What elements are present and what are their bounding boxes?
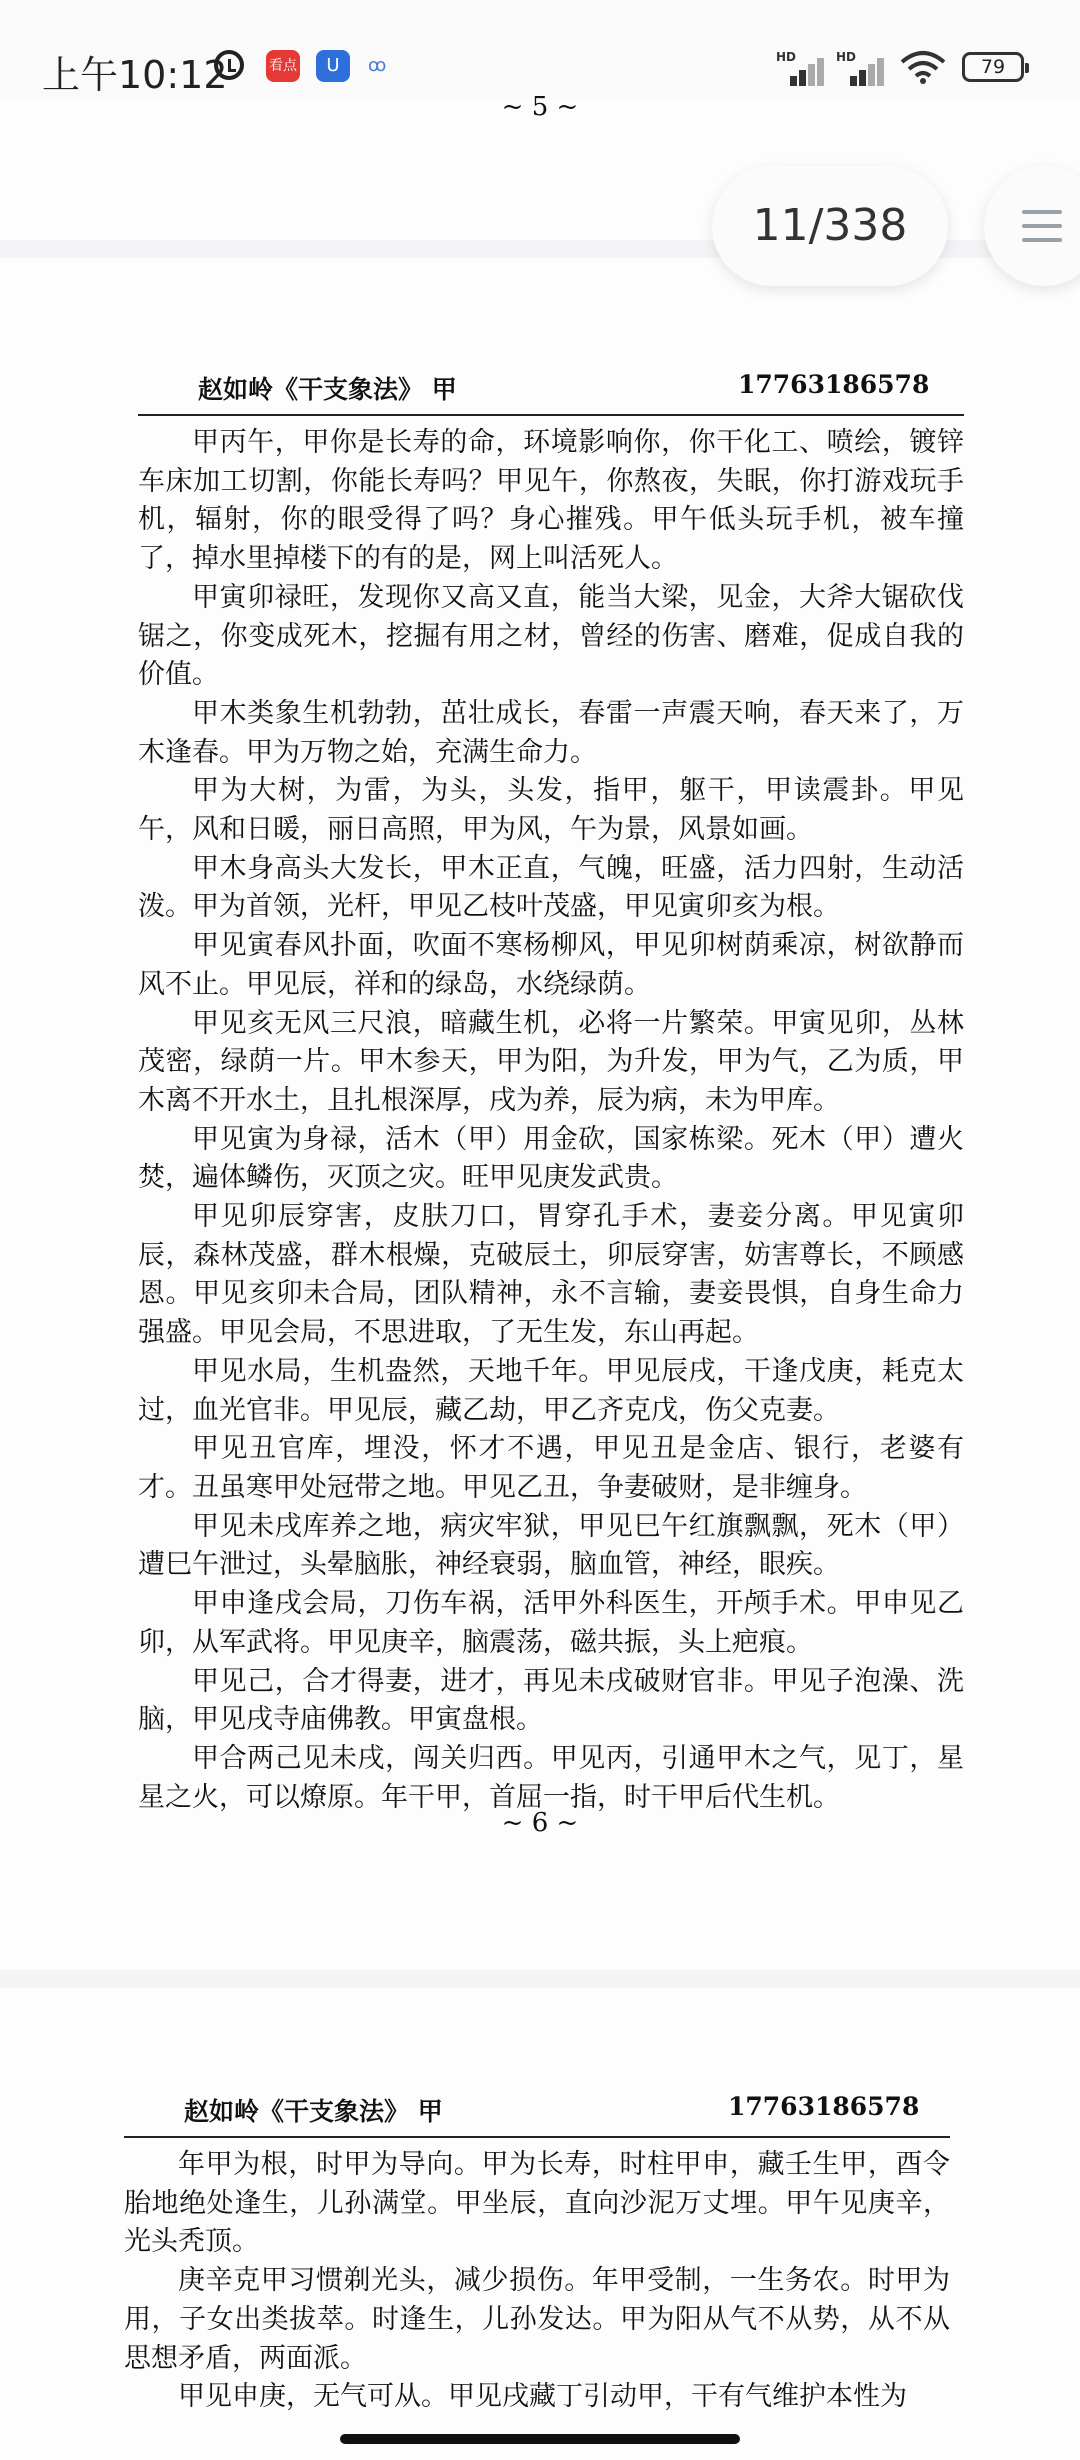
paragraph: 甲见水局，生机盎然，天地千年。甲见辰戌，干逢戊庚，耗克太过，血光官非。甲见辰，藏乙劫，甲乙齐克戊，伤父克妻。: [138, 1355, 964, 1426]
alarm-icon: [214, 50, 244, 80]
signal-2-hd-label: HD: [836, 50, 857, 64]
paragraph: 甲合两己见未戌，闯关归西。甲见丙，引通甲木之气，见丁，星星之火，可以燎原。年干甲，首屈一指，时干甲后代生机。: [138, 1742, 964, 1813]
header-rule: [138, 414, 964, 416]
paragraph: 甲丙午，甲你是长寿的命，环境影响你，你干化工、喷绘，镀锌车床加工切割，你能长寿吗？甲见午，你熬夜，失眠，你打游戏玩手机，辐射，你的眼受得了吗？身心摧残。甲午低头玩手机，被车撞了，掉水里掉楼下的有的是，网上叫活死人。: [138, 427, 964, 575]
news-app-icon: 看点: [266, 50, 300, 82]
page-7-body: [124, 2146, 950, 2417]
signal-icon-1: [776, 52, 826, 86]
signal-icon-2: [836, 52, 886, 86]
header-rule: [124, 2136, 950, 2138]
battery-indicator: 79: [962, 52, 1024, 82]
page-6-body: [138, 424, 964, 1817]
paragraph: 甲木身高头大发长，甲木正直，气魄，旺盛，活力四射，生动活泼。甲为首领，光杆，甲见乙枝叶茂盛，甲见寅卯亥为根。: [138, 852, 964, 923]
paragraph: 年甲为根，时甲为导向。甲为长寿，时柱甲申，藏壬生甲，酉令胎地绝处逢生，儿孙满堂。甲坐辰，直向沙泥万丈埋。甲午见庚辛，光头秃顶。: [124, 2149, 950, 2258]
paragraph: 庚辛克甲习惯剃光头，减少损伤。年甲受制，一生务农。时甲为用，子女出类拔萃。时逢生，儿孙发达。甲为阳从气不从势，从不从思想矛盾，两面派。: [124, 2265, 950, 2374]
page-number-5: ~ 5 ~: [501, 92, 579, 122]
paragraph: 甲寅卯禄旺，发现你又高又直，能当大梁，见金，大斧大锯砍伐锯之，你变成死木，挖掘有用之材，曾经的伤害、磨难，促成自我的价值。: [138, 581, 964, 691]
paragraph: 甲见申庚，无气可从。甲见戌藏丁引动甲，干有气维护本性为: [178, 2381, 907, 2413]
cloud-app-icon: ꝏ: [368, 55, 387, 76]
paragraph: 甲见丑官库，埋没，怀才不遇，甲见丑是金店、银行，老婆有才。丑虽寒甲处冠带之地。甲见乙丑，争妻破财，是非缠身。: [138, 1433, 964, 1503]
paragraph: 甲见己，合才得妻，进才，再见未戌破财官非。甲见子泡澡、洗脑，甲见戌寺庙佛教。甲寅盘根。: [138, 1665, 964, 1736]
paragraph: 甲见未戌库养之地，病灾牢狱，甲见巳午红旗飘飘，死木（甲）遭巳午泄过，头晕脑胀，神经衰弱，脑血管，神经，眼疾。: [138, 1510, 964, 1581]
page-indicator[interactable]: 11/338: [712, 166, 948, 286]
wifi-icon: [900, 50, 946, 84]
header-phone: 17763186578: [728, 2092, 920, 2121]
header-title: 赵如岭《干支象法》 甲: [184, 2097, 443, 2126]
paragraph: 甲申逢戌会局，刀伤车祸，活甲外科医生，开颅手术。甲申见乙卯，从军武将。甲见庚辛，脑震荡，磁共振，头上疤痕。: [138, 1588, 964, 1658]
signal-1-hd-label: HD: [776, 50, 797, 64]
paragraph: 甲见亥无风三尺浪，暗藏生机，必将一片繁荣。甲寅见卯，丛林茂密，绿荫一片。甲木参天，甲为阳，为升发，甲为气，乙为质，甲木离不开水土，且扎根深厚，戌为养，辰为病，未为甲库。: [138, 1007, 964, 1116]
document-page-6: [0, 258, 1080, 1970]
document-page-7: [0, 1988, 1080, 2460]
header-phone: 17763186578: [738, 370, 930, 399]
status-time: 上午10:12: [42, 53, 228, 97]
page-number-6: ~ 6 ~: [501, 1808, 579, 1838]
home-indicator[interactable]: [340, 2434, 740, 2444]
paragraph: 甲见寅春风扑面，吹面不寒杨柳风，甲见卯树荫乘凉，树欲静而风不止。甲见辰，祥和的绿岛，水绕绿荫。: [138, 930, 964, 1000]
paragraph: 甲见卯辰穿害，皮肤刀口，胃穿孔手术，妻妾分离。甲见寅卯辰，森林茂盛，群木根燥，克破辰土，卯辰穿害，妨害尊长，不顾感恩。甲见亥卯未合局，团队精神，永不言输，妻妾畏惧，自身生命力强盛。甲见会局，不思进取，了无生发，东山再起。: [138, 1201, 964, 1349]
paragraph: 甲木类象生机勃勃，茁壮成长，春雷一声震天响，春天来了，万木逢春。甲为万物之始，充满生命力。: [138, 697, 964, 768]
app-notification-icon: U: [316, 50, 350, 82]
status-bar: [0, 0, 1080, 100]
paragraph: 甲见寅为身禄，活木（甲）用金砍，国家栋梁。死木（甲）遭火焚，遍体鳞伤，灭顶之灾。旺甲见庚发武贵。: [138, 1123, 964, 1194]
header-title: 赵如岭《干支象法》 甲: [198, 375, 457, 404]
paragraph: 甲为大树，为雷，为头，头发，指甲，躯干，甲读震卦。甲见午，风和日暖，丽日高照，甲为风，午为景，风景如画。: [138, 775, 964, 846]
